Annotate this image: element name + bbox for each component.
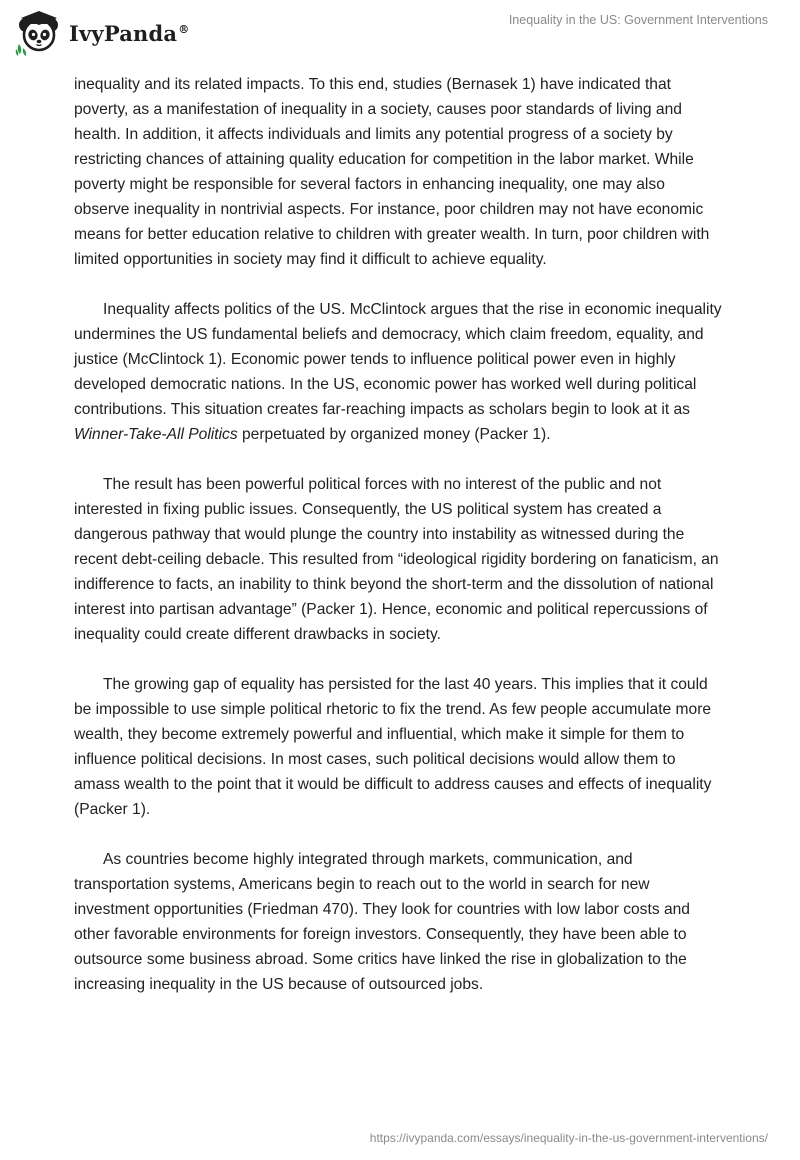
- panda-graduation-icon: [14, 8, 64, 58]
- paragraph-2-text-end: perpetuated by organized money (Packer 1).: [237, 426, 551, 443]
- paragraph-2: [74, 297, 724, 447]
- paragraph-5-text: As countries become highly integrated through markets, communication, and transportation systems, Americans begin to reach out to the world in search for new investment opportunities (Friedman 470). They look for countries with low labor costs and other favorable environments for foreign investors. Consequently, they have been able to outsource some business abroad. Some critics have linked the rise in globalization to the increasing inequality in the US because of outsourced jobs.: [74, 851, 690, 993]
- page-header: [0, 0, 800, 70]
- essay-body: [74, 72, 724, 1022]
- paragraph-4-text: The growing gap of equality has persisted for the last 40 years. This implies that it could be impossible to use simple political rhetoric to fix the trend. As few people accumulate more wealth, they become extremely powerful and influential, which make it simple for them to influence political decisions. In most cases, such political decisions would allow them to amass wealth to the point that it would be difficult to address causes and effects of inequality (Packer 1).: [74, 676, 712, 818]
- paragraph-4: [74, 672, 724, 822]
- document-title: Inequality in the US: Government Interventions: [508, 13, 768, 27]
- paragraph-5: [74, 847, 724, 997]
- paragraph-3-text: The result has been powerful political forces with no interest of the public and not interested in fixing public issues. Consequently, the US political system has created a dangerous pathway that would plunge the country into instability as witnessed during the recent debt-ceiling debacle. This resulted from “ideological rigidity bordering on fanaticism, an indifference to facts, an inability to think beyond the short-term and the dissolution of national interest into partisan advantage” (Packer 1). Hence, economic and political repercussions of inequality could create different drawbacks in society.: [74, 476, 719, 643]
- brand-name-text: IvyPanda: [69, 20, 178, 46]
- paragraph-1-text: inequality and its related impacts. To this end, studies (Bernasek 1) have indicated that poverty, as a manifestation of inequality in a society, causes poor standards of living and health. In addition, it affects individuals and limits any potential progress of a society by restricting chances of attaining quality education for competition in the labor market. While poverty might be responsible for several factors in enhancing inequality, one may also observe inequality in nontrivial aspects. For instance, poor children may not have economic means for better education relative to children with greater wealth. In turn, poor children with limited opportunities in society may find it difficult to achieve equality.: [74, 76, 710, 268]
- brand-logo[interactable]: [14, 8, 189, 58]
- paragraph-1: [74, 72, 724, 272]
- paragraph-2-text: Inequality affects politics of the US. McClintock argues that the rise in economic inequality undermines the US fundamental beliefs and democracy, which claim freedom, equality, and justice (McClintock 1). Economic power tends to influence political power even in highly developed democratic nations. In the US, economic power has worked well during political contributions. This situation creates far-reaching impacts as scholars begin to look at it as: [74, 301, 722, 418]
- registered-mark: ®: [178, 22, 190, 36]
- paragraph-3: [74, 472, 724, 647]
- source-url[interactable]: https://ivypanda.com/essays/inequality-in-the-us-government-interventions/: [369, 1131, 768, 1145]
- paragraph-2-italic-title: Winner-Take-All Politics: [74, 426, 238, 443]
- brand-name: [69, 21, 189, 46]
